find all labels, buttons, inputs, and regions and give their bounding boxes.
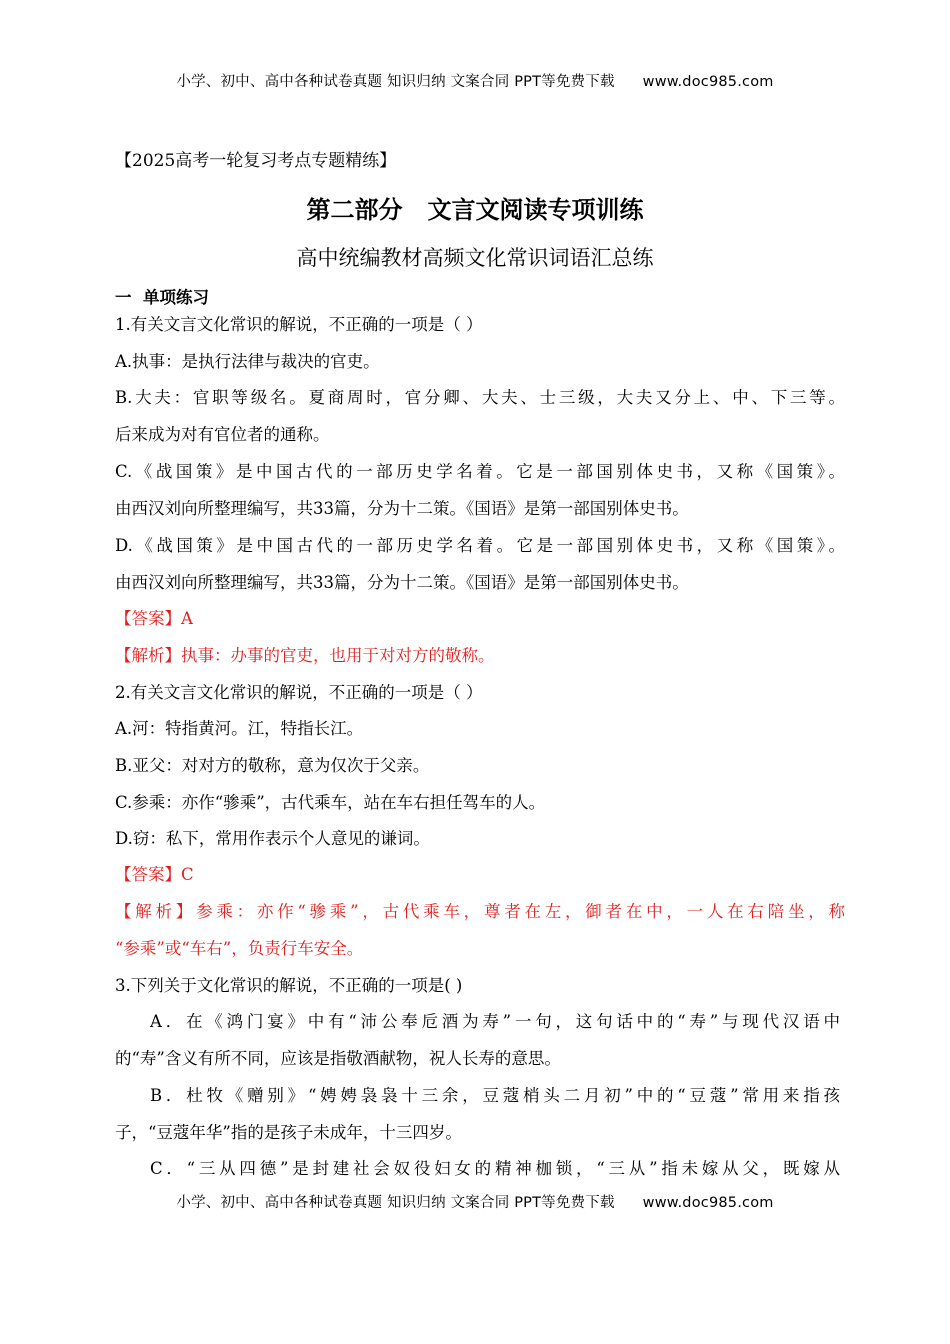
q3-option-c-line1: C．“三从四德”是封建社会奴役妇女的精神枷锁，“三从”指未嫁从父，既嫁从 (150, 1159, 840, 1178)
q2-analysis-line2: “参乘”或“车右”，负责行车安全。 (115, 939, 364, 958)
q2-option-c: C.参乘：亦作“骖乘”，古代乘车，站在车右担任驾车的人。 (115, 793, 546, 812)
q2-answer: 【答案】C (115, 865, 194, 884)
q1-answer: 【答案】A (115, 609, 193, 628)
q1-option-d-line1: D.《战国策》是中国古代的一部历史学名着。它是一部国别体史书，又称《国策》。 (115, 536, 845, 555)
q2-option-a: A.河：特指黄河。江，特指长江。 (115, 719, 364, 738)
q1-option-a: A.执事：是执行法律与裁决的官吏。 (115, 352, 380, 371)
section-heading: 一 单项练习 (115, 288, 209, 307)
footer-url[interactable]: www.doc985.com (642, 1195, 774, 1211)
footer-banner (0, 1191, 950, 1212)
q1-option-b-line1: B.大夫：官职等级名。夏商周时，官分卿、大夫、士三级，大夫又分上、中、下三等。 (115, 388, 845, 407)
header-url[interactable]: www.doc985.com (642, 74, 774, 90)
q3-stem: 3.下列关于文化常识的解说，不正确的一项是( ) (115, 976, 463, 995)
q3-option-b-line1: B．杜牧《赠别》“娉娉袅袅十三余，豆蔻梢头二月初”中的“豆蔻”常用来指孩 (150, 1086, 840, 1105)
series-tag: 【2025高考一轮复习考点专题精练】 (115, 151, 397, 171)
q3-option-b-line2: 子，“豆蔻年华”指的是孩子未成年，十三四岁。 (115, 1123, 462, 1142)
q1-option-b-line2: 后来成为对有官位者的通称。 (115, 425, 330, 444)
q1-analysis: 【解析】执事：办事的官吏，也用于对对方的敬称。 (115, 646, 495, 665)
q1-option-c-line1: C.《战国策》是中国古代的一部历史学名着。它是一部国别体史书，又称《国策》。 (115, 462, 845, 481)
q2-option-d: D.窃：私下，常用作表示个人意见的谦词。 (115, 829, 430, 848)
page-title: 第二部分 文言文阅读专项训练 (306, 196, 644, 224)
footer-text: 小学、初中、高中各种试卷真题 知识归纳 文案合同 PPT等免费下载 (176, 1195, 615, 1211)
q2-stem: 2.有关文言文化常识的解说，不正确的一项是（ ） (115, 683, 483, 702)
q2-option-b: B.亚父：对对方的敬称，意为仅次于父亲。 (115, 756, 430, 775)
q1-option-d-line2: 由西汉刘向所整理编写，共33篇，分为十二策。《国语》是第一部国别体史书。 (115, 573, 689, 592)
header-text: 小学、初中、高中各种试卷真题 知识归纳 文案合同 PPT等免费下载 (176, 74, 615, 90)
q3-option-a-line1: A．在《鸿门宴》中有“沛公奉卮酒为寿”一句，这句话中的“寿”与现代汉语中 (150, 1012, 840, 1031)
q1-option-c-line2: 由西汉刘向所整理编写，共33篇，分为十二策。《国语》是第一部国别体史书。 (115, 499, 689, 518)
q3-option-a-line2: 的“寿”含义有所不同，应该是指敬酒献物，祝人长寿的意思。 (115, 1049, 561, 1068)
q1-stem: 1.有关文言文化常识的解说，不正确的一项是（ ） (115, 315, 483, 334)
header-banner (0, 70, 950, 91)
q2-analysis-line1: 【解析】参乘：亦作“骖乘”，古代乘车，尊者在左，御者在中，一人在右陪坐，称 (115, 902, 845, 921)
page-subtitle: 高中统编教材高频文化常识词语汇总练 (296, 246, 654, 270)
